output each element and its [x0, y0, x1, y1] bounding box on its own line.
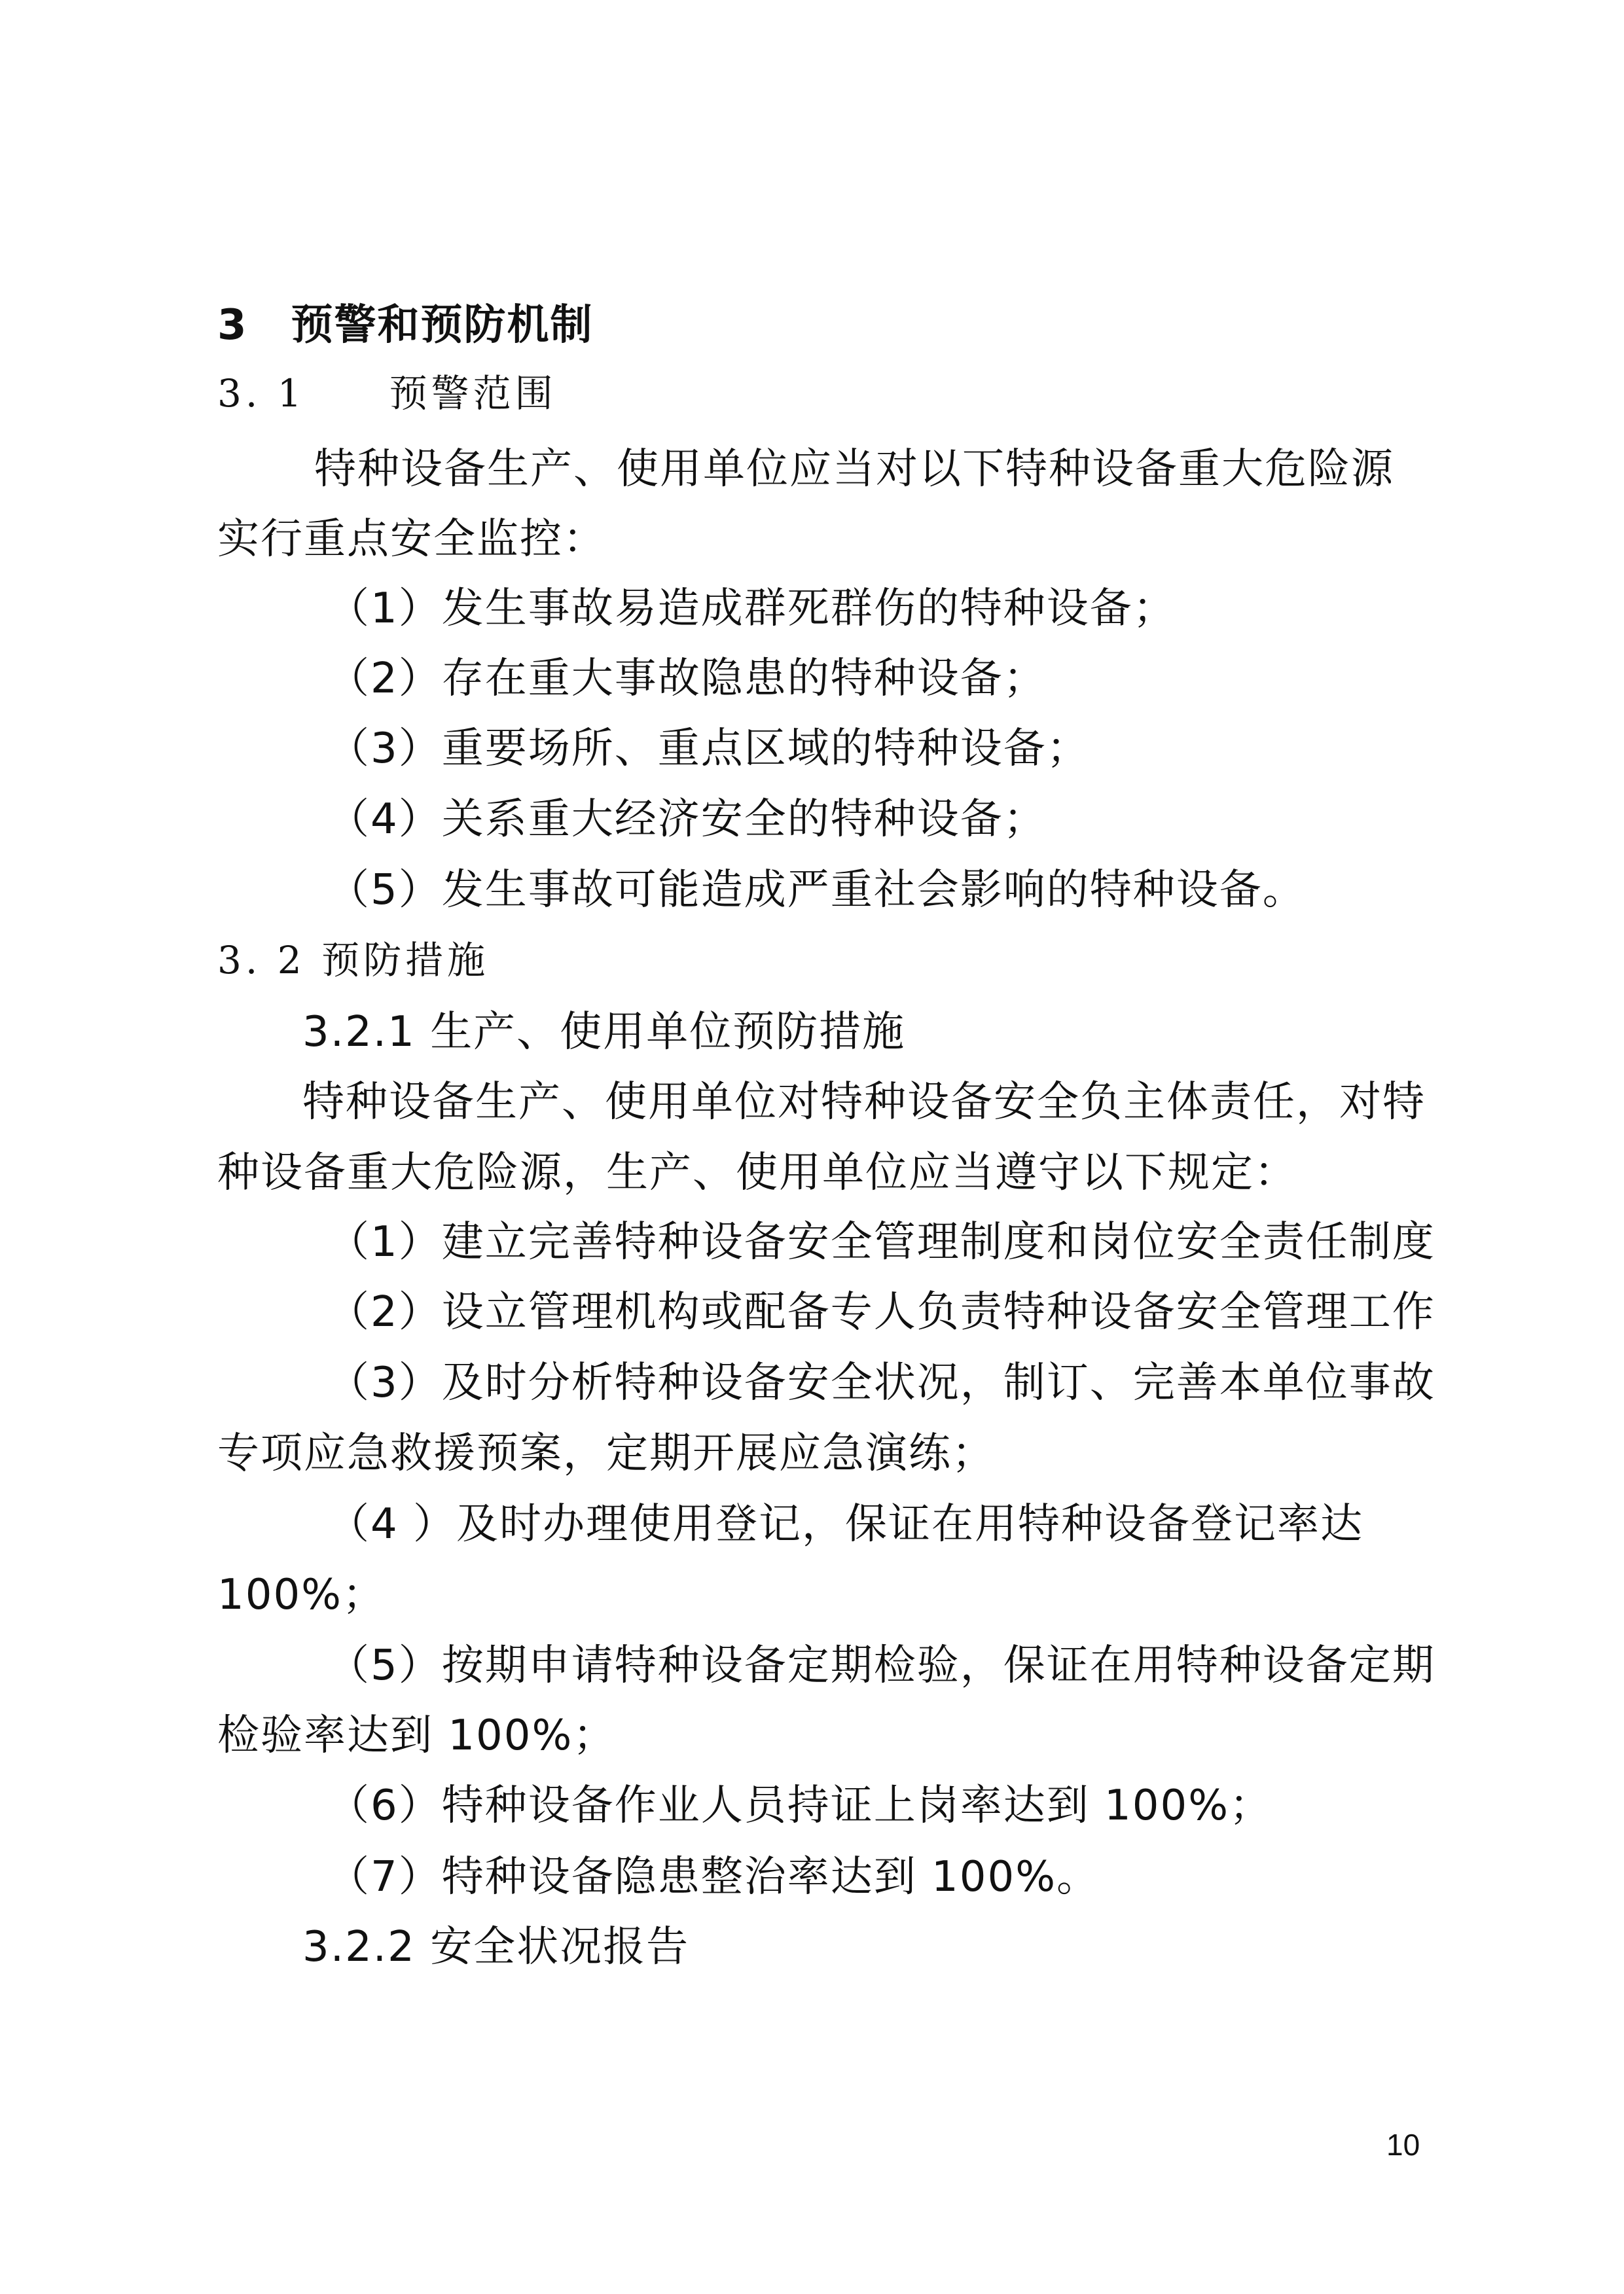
section-heading-3-1: 3. 1 预警范围	[217, 371, 557, 416]
list-item: （4 ）及时办理使用登记，保证在用特种设备登记率达	[327, 1500, 1364, 1549]
list-item: （7）特种设备隐患整治率达到 100%。	[327, 1853, 1100, 1901]
list-item: （5）按期申请特种设备定期检验，保证在用特种设备定期	[327, 1641, 1435, 1690]
list-item: （1）发生事故易造成群死群伤的特种设备；	[327, 584, 1176, 633]
list-item-continuation: 专项应急救援预案，定期开展应急演练；	[217, 1429, 995, 1478]
section-heading-3-2-1: 3.2.1 生产、使用单位预防措施	[302, 1008, 906, 1056]
section-heading-3: 3 预警和预防机制	[217, 301, 594, 349]
list-item: （1）建立完善特种设备安全管理制度和岗位安全责任制度	[327, 1218, 1435, 1266]
section-heading-3-2: 3. 2 预防措施	[217, 938, 490, 982]
section-heading-3-2-2: 3.2.2 安全状况报告	[302, 1923, 690, 1971]
paragraph-line: 实行重点安全监控：	[217, 515, 606, 564]
page-number: 10	[1386, 2128, 1420, 2162]
list-item: （5）发生事故可能造成严重社会影响的特种设备。	[327, 866, 1306, 914]
list-item: （2）设立管理机构或配备专人负责特种设备安全管理工作	[327, 1288, 1435, 1336]
paragraph-line: 特种设备生产、使用单位应当对以下特种设备重大危险源	[314, 445, 1394, 493]
list-item: （2）存在重大事故隐患的特种设备；	[327, 654, 1047, 703]
paragraph-line: 种设备重大危险源，生产、使用单位应当遵守以下规定：	[217, 1149, 1297, 1197]
list-item: （4）关系重大经济安全的特种设备；	[327, 795, 1047, 844]
list-item-continuation: 100%；	[217, 1571, 386, 1619]
list-item: （3）重要场所、重点区域的特种设备；	[327, 725, 1090, 773]
list-item: （3）及时分析特种设备安全状况，制订、完善本单位事故	[327, 1359, 1435, 1407]
paragraph-line: 特种设备生产、使用单位对特种设备安全负主体责任，对特	[302, 1078, 1426, 1126]
list-item: （6）特种设备作业人员持证上岗率达到 100%；	[327, 1782, 1273, 1830]
list-item-continuation: 检验率达到 100%；	[217, 1712, 617, 1760]
